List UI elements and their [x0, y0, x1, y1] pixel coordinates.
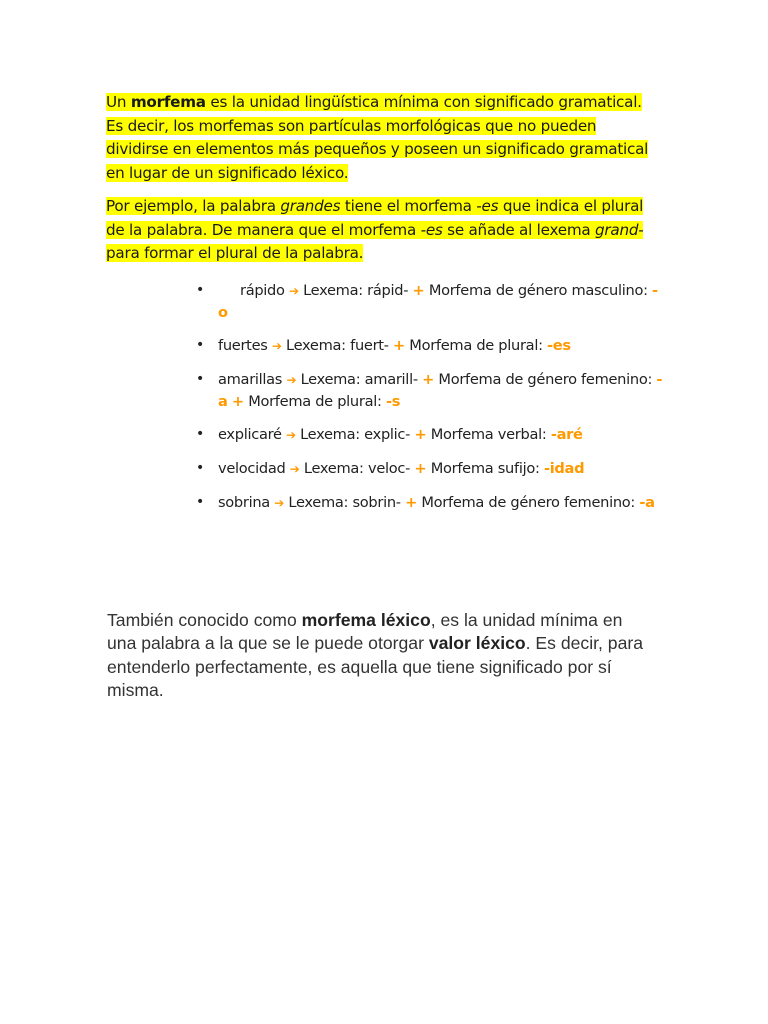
lexeme-text: Lexema: veloc- [303, 460, 411, 477]
bullet-icon: • [196, 494, 204, 510]
arrow-icon: ➔ [271, 339, 282, 353]
example-morpheme: -es [476, 197, 499, 215]
plus-icon: + [405, 494, 418, 511]
lexeme-text: Lexema: fuert- [286, 337, 389, 354]
term-morfema: morfema [130, 93, 206, 111]
term-morfema-lexico: morfema léxico [301, 610, 431, 630]
morpheme-text: Morfema verbal: [430, 426, 547, 443]
morpheme-text: Morfema de plural: [248, 393, 382, 410]
plus-icon: + [393, 337, 405, 354]
bullet-icon: • [196, 337, 204, 353]
arrow-icon: ➔ [286, 428, 296, 442]
morpheme-text: Morfema sufijo: [430, 460, 540, 477]
plus-icon: + [412, 282, 425, 299]
lexeme-text: Lexema: rápid- [303, 282, 409, 299]
bullet-icon: • [196, 282, 204, 298]
list-item [196, 369, 666, 412]
bullet-icon: • [196, 426, 204, 442]
example-word: explicaré [218, 426, 282, 443]
list-item [196, 280, 666, 323]
suffix-text: -s [385, 393, 401, 410]
term-valor-lexico: valor léxico [428, 633, 526, 654]
plus-icon: + [414, 460, 427, 477]
examples-list [196, 280, 666, 526]
example-morpheme: -es [420, 220, 443, 239]
text-run: es la unidad lingüística mínima con significado gramatical. Es decir, los morfemas son partículas morfológicas que no pueden dividirse en elementos más pequeños y poseen un significado gramatical en lugar de un significado léxico. [106, 93, 649, 182]
arrow-icon: ➔ [274, 496, 285, 510]
suffix-text: -es [547, 337, 571, 354]
list-item [196, 335, 666, 357]
lexeme-text: Lexema: amarill- [300, 371, 418, 388]
suffix-text: -aré [550, 426, 583, 443]
example-word: sobrina [218, 494, 270, 511]
lexeme-definition-paragraph [107, 609, 652, 702]
plus-icon: + [231, 393, 244, 410]
text-run: , es la unidad mínima en una palabra a la que se le puede otorgar [107, 610, 623, 654]
text-run: se añade al lexema [442, 220, 596, 239]
list-item [196, 492, 666, 514]
lexeme-text: Lexema: sobrin- [288, 494, 401, 511]
example-paragraph [106, 195, 662, 266]
suffix-text: -idad [543, 460, 585, 477]
morpheme-text: Morfema de plural: [409, 337, 543, 354]
morpheme-text: Morfema de género femenino: [438, 371, 653, 388]
example-word: amarillas [218, 371, 283, 388]
plus-icon: + [422, 371, 435, 388]
list-item [196, 424, 666, 446]
text-run: Por ejemplo, la palabra [106, 197, 281, 215]
example-word: velocidad [218, 460, 286, 477]
list-item [196, 458, 666, 480]
lexeme-text: Lexema: explic- [300, 426, 411, 443]
morpheme-text: Morfema de género femenino: [421, 494, 636, 511]
text-run: Un [106, 93, 131, 111]
arrow-icon: ➔ [289, 284, 299, 298]
suffix-text: -o [218, 282, 658, 321]
example-lexeme: grand- [595, 220, 644, 239]
arrow-icon: ➔ [289, 462, 300, 476]
definition-paragraph [106, 91, 662, 185]
text-run: También conocido como [107, 610, 302, 630]
arrow-icon: ➔ [286, 373, 297, 387]
text-run: . Es decir, para entenderlo perfectamente, es aquella que tiene significado por sí misma. [107, 633, 644, 700]
text-run: tiene el morfema [340, 197, 477, 215]
highlighted-text [106, 93, 648, 182]
bullet-icon: • [196, 460, 204, 476]
example-word: grandes [280, 197, 341, 215]
plus-icon: + [414, 426, 427, 443]
example-word: fuertes [218, 337, 268, 354]
text-run: que indica el plural de la palabra. De manera que el morfema [106, 197, 644, 239]
suffix-text: -a [639, 494, 655, 511]
bullet-icon: • [196, 371, 204, 387]
morpheme-text: Morfema de género masculino: [428, 282, 648, 299]
example-word: rápido [240, 282, 285, 299]
suffix-text: -a [218, 371, 663, 410]
highlighted-text [106, 197, 643, 262]
text-run: para formar el plural de la palabra. [106, 244, 364, 262]
